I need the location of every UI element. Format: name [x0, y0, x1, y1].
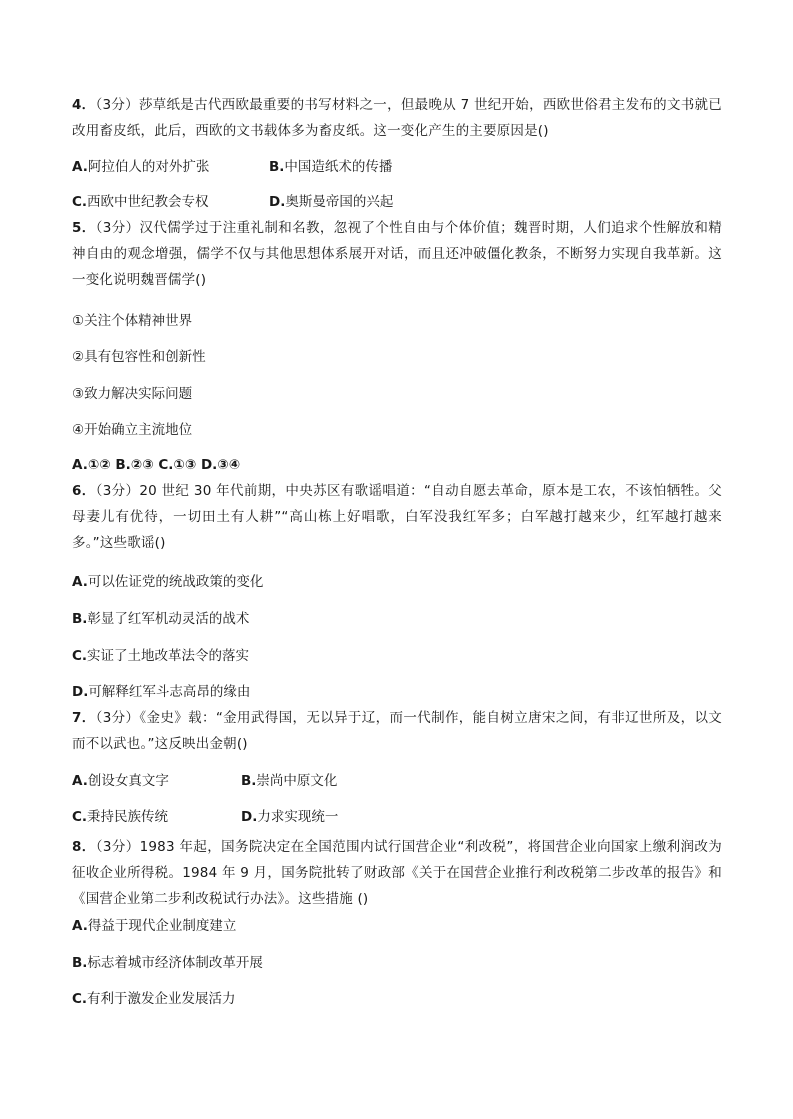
question-7-text: （3分）《金史》载：“金用武得国，无以异于辽，而一代制作，能自树立唐宋之间，有非辽世所及，以文而不以武也。”这反映出金朝()	[72, 710, 723, 752]
question-8-stem	[72, 834, 722, 912]
question-4-option-c[interactable]: C.西欧中世纪教会专权	[72, 194, 209, 210]
question-7-number: 7．	[72, 710, 96, 726]
question-4-text: （3分）莎草纸是古代西欧最重要的书写材料之一，但最晚从 7 世纪开始，西欧世俗君主发布的文书就已改用畜皮纸，此后，西欧的文书载体多为畜皮纸。这一变化产生的主要原因是()	[72, 97, 723, 139]
question-8-number: 8．	[72, 839, 96, 855]
question-8-option-c[interactable]: C.有利于激发企业发展活力	[72, 991, 236, 1007]
question-5-item-4: ④开始确立主流地位	[72, 422, 193, 438]
question-5-options[interactable]: A.①② B.②③ C.①③ D.③④	[72, 457, 241, 473]
question-7-option-b[interactable]: B.崇尚中原文化	[241, 773, 338, 789]
question-5-stem	[72, 215, 722, 293]
question-5-item-3: ③致力解决实际问题	[72, 386, 193, 402]
question-7-option-c[interactable]: C.秉持民族传统	[72, 809, 169, 825]
question-4-option-d[interactable]: D.奥斯曼帝国的兴起	[269, 194, 394, 210]
question-6-option-d[interactable]: D.可解释红军斗志高昂的缘由	[72, 684, 251, 700]
question-6-stem	[72, 478, 722, 556]
question-4-option-a[interactable]: A.阿拉伯人的对外扩张	[72, 159, 210, 175]
question-6-text: （3分）20 世纪 30 年代前期，中央苏区有歌谣唱道：“自动自愿去革命，原本是工农，不该怕牺牲。父母妻儿有优待，一切田土有人耕”“高山栋上好唱歌，白军没我红军多；白军越打越来少，红军越打越来多。”这些歌谣()	[72, 483, 723, 551]
question-5-item-1: ①关注个体精神世界	[72, 313, 193, 329]
question-5-number: 5．	[72, 220, 96, 236]
question-4-stem	[72, 92, 722, 144]
question-5-text: （3分）汉代儒学过于注重礼制和名教，忽视了个性自由与个体价值；魏晋时期，人们追求个性解放和精神自由的观念增强，儒学不仅与其他思想体系展开对话，而且还冲破僵化教条，不断努力实现自我革新。这一变化说明魏晋儒学()	[72, 220, 722, 288]
question-5-item-2: ②具有包容性和创新性	[72, 349, 206, 365]
question-6-option-b[interactable]: B.彰显了红军机动灵活的战术	[72, 611, 250, 627]
question-6-number: 6．	[72, 483, 96, 499]
question-6-option-a[interactable]: A.可以佐证党的统战政策的变化	[72, 574, 264, 590]
question-8-option-b[interactable]: B.标志着城市经济体制改革开展	[72, 955, 263, 971]
question-8-option-a[interactable]: A.得益于现代企业制度建立	[72, 918, 237, 934]
question-4-option-b[interactable]: B.中国造纸术的传播	[269, 159, 393, 175]
question-6-option-c[interactable]: C.实证了土地改革法令的落实	[72, 648, 250, 664]
question-7-stem	[72, 705, 722, 757]
question-7-option-a[interactable]: A.创设女真文字	[72, 773, 169, 789]
question-8-text: （3分）1983 年起，国务院决定在全国范围内试行国营企业“利改税”，将国营企业向国家上缴利润改为征收企业所得税。1984 年 9 月，国务院批转了财政部《关于在国营企业推行利改税第二步改革的报告》和《国营企业第二步利改税试行办法》。这些措施 ()	[72, 839, 722, 907]
question-7-option-d[interactable]: D.力求实现统一	[241, 809, 339, 825]
question-4-number: 4．	[72, 97, 96, 113]
